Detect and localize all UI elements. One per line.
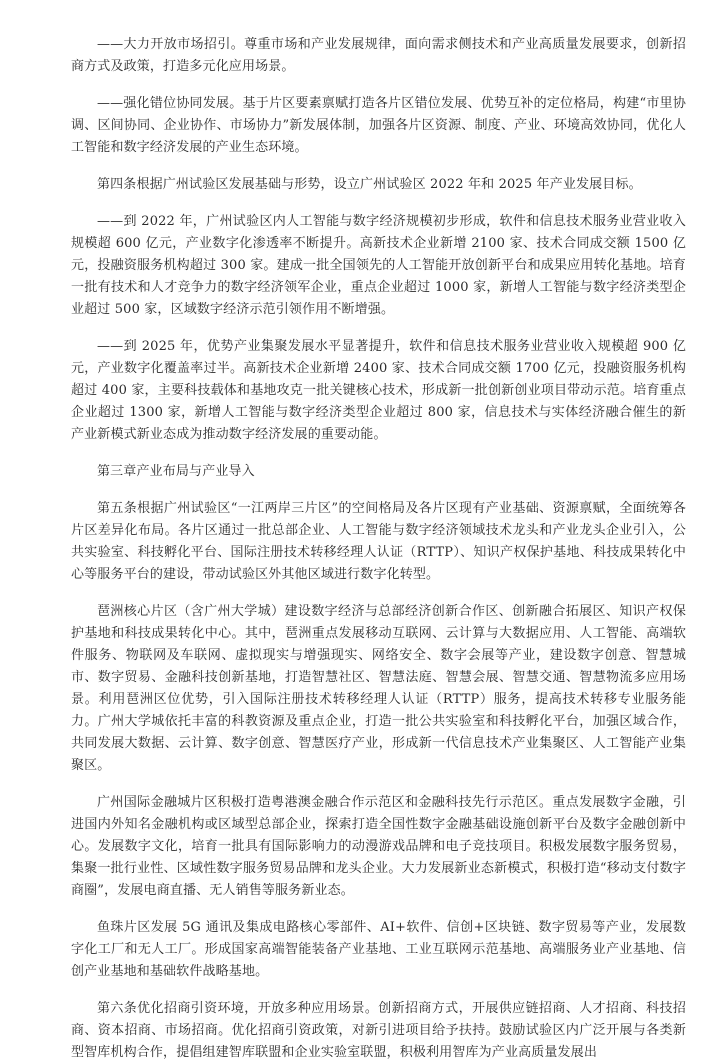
yuzhu-area-paragraph: 鱼珠片区发展 5G 通讯及集成电路核心零部件、AI+软件、信创+区块链、数字贸易等产业，发展数字化工厂和无人工厂。形成国家高端智能装备产业基地、工业互联网示范基地、高端服务业产业基地、信创产业基地和基础软件战略基地。: [71, 920, 686, 979]
article-6-paragraph: 第六条优化招商引资环境，开放多种应用场景。创新招商方式，开展供应链招商、人才招商、科技招商、资本招商、市场招商。优化招商引资政策，对新引进项目给予扶持。鼓励试验区内广泛开展与各类新型智库机构合作，提倡组建智库联盟和企业实验室联盟，积极利用智库为产业高质量发展出: [71, 1001, 686, 1060]
financial-city-paragraph: 广州国际金融城片区积极打造粤港澳金融合作示范区和金融科技先行示范区。重点发展数字金融，引进国内外知名金融机构或区域型总部企业，探索打造全国性数字金融基础设施创新平台及数字金融创新中心。发展数字文化，培育一批具有国际影响力的动漫游戏品牌和电子竞技项目。积极发展数字服务贸易，集聚一批行业性、区域性数字服务贸易品牌和龙头企业。大力发展新业态新模式，积极打造“移动支付数字商圈”，发展电商直播、无人销售等服务新业态。: [71, 795, 686, 898]
article-4-heading: 第四条根据广州试验区发展基础与形势，设立广州试验区 2022 年和 2025 年产业发展目标。: [97, 177, 642, 192]
chapter-3-title: 第三章产业布局与产业导入: [97, 464, 255, 479]
pazhou-core-area-paragraph: 琶洲核心片区（含广州大学城）建设数字经济与总部经济创新合作区、创新融合拓展区、知识产权保护基地和科技成果转化中心。其中，琶洲重点发展移动互联网、云计算与大数据应用、人工智能、高端软件服务、物联网及车联网、虚拟现实与增强现实、网络安全、数字会展等产业，建设数字创意、智慧城市、数字贸易、金融科技创新基地，打造智慧社区、智慧法庭、智慧会展、智慧交通、智慧物流多应用场景。利用琶洲区位优势，引入国际注册技术转移经理人认证（RTTP）服务，提高技术转移专业服务能力。广州大学城依托丰富的科教资源及重点企业，打造一批公共实验室和科技孵化平台，加强区域合作，共同发展大数据、云计算、数字创意、智慧医疗产业，形成新一代信息技术产业集聚区、人工智能产业集聚区。: [71, 604, 686, 773]
paragraph-market-opening: ——大力开放市场招引。尊重市场和产业发展规律，面向需求侧技术和产业高质量发展要求，创新招商方式及政策，打造多元化应用场景。: [71, 37, 686, 74]
article-5-paragraph: 第五条根据广州试验区“一江两岸三片区”的空间格局及各片区现有产业基础、资源禀赋，全面统筹各片区差异化布局。各片区通过一批总部企业、人工智能与数字经济领域技术龙头和产业龙头企业引入，公共实验室、科技孵化平台、国际注册技术转移经理人认证（RTTP）、知识产权保护基地、科技成果转化中心等服务平台的建设，带动试验区外其他区域进行数字化转型。: [71, 501, 686, 582]
paragraph-2025-goals: ——到 2025 年，优势产业集聚发展水平显著提升，软件和信息技术服务业营业收入规模超 900 亿元，产业数字化覆盖率过半。高新技术企业新增 2400 家、技术合同成交额 1700 亿元，投融资服务机构超过 400 家，主要科技载体和基地攻克一批关键核心技术，形成新一批创新创业项目带动示范。培育重点企业超过 1300 家，新增人工智能与数字经济类型企业超过 800 家，信息技术与实体经济融合催生的新产业新模式新业态成为推动数字经济发展的重要动能。: [71, 339, 686, 442]
paragraph-2022-goals: ——到 2022 年，广州试验区内人工智能与数字经济规模初步形成，软件和信息技术服务业营业收入规模超 600 亿元，产业数字化渗透率不断提升。高新技术企业新增 2100 家、技术合同成交额 1500 亿元，投融资服务机构超过 300 家。建成一批全国领先的人工智能开放创新平台和成果应用转化基地。培育一批有技术和人才竞争力的数字经济领军企业，重点企业超过 1000 家，新增人工智能与数字经济类型企业超过 500 家，区域数字经济示范引领作用不断增强。: [71, 214, 686, 317]
paragraph-coordinated-development: ——强化错位协同发展。基于片区要素禀赋打造各片区错位发展、优势互补的定位格局，构建“市里协调、区间协同、企业协作、市场协力”新发展体制，加强各片区资源、制度、产业、环境高效协同，优化人工智能和数字经济发展的产业生态环境。: [71, 96, 686, 155]
